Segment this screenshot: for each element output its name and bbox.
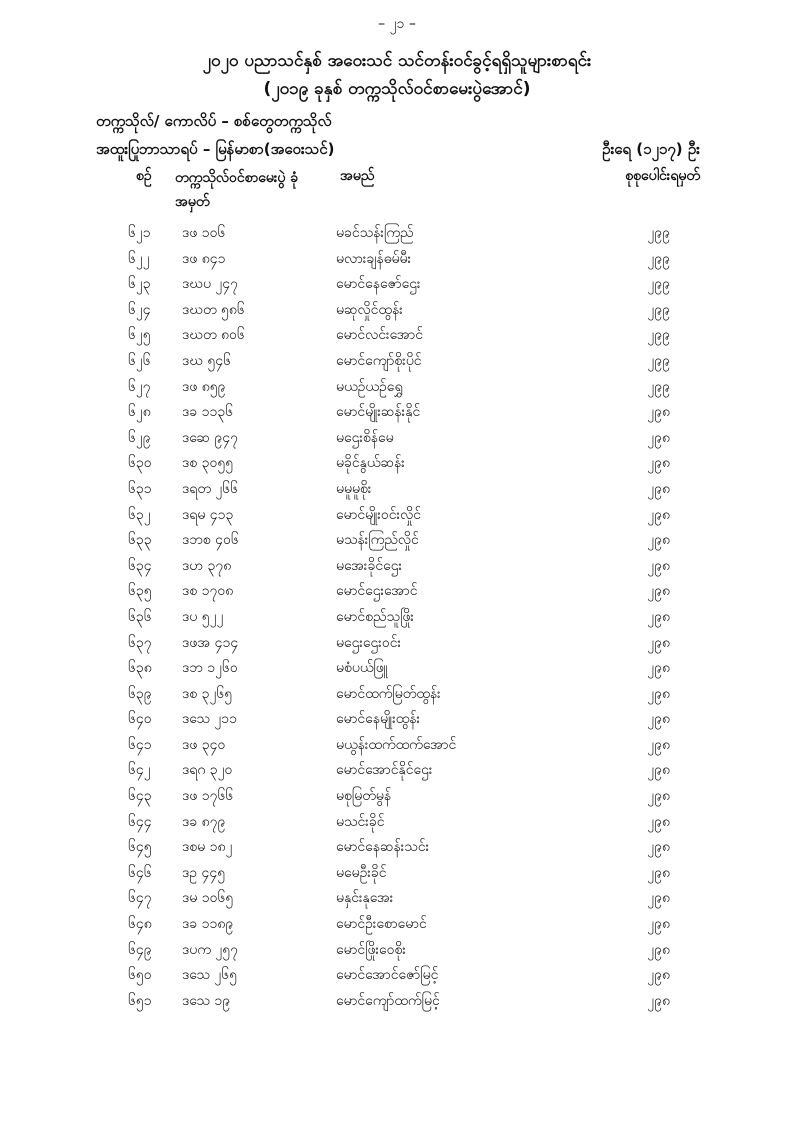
row-number: ၆၃၂ xyxy=(128,506,151,523)
row-name: မဌေးဌေးဝင်း xyxy=(336,634,402,651)
row-number: ၆၃၀ xyxy=(128,455,152,472)
table-row xyxy=(0,605,794,631)
table-row xyxy=(0,912,794,938)
row-name: မောင်အောင်နိုင်ဌေး xyxy=(336,762,433,779)
table-row xyxy=(0,733,794,759)
row-number: ၆၄၉ xyxy=(128,941,152,958)
row-total-marks: ၂၉၉ xyxy=(647,352,670,369)
row-name: မောင်မျိုးဝင်းလှိုင် xyxy=(336,506,421,523)
row-total-marks: ၂၉၈ xyxy=(647,864,670,881)
table-row xyxy=(0,579,794,605)
row-number: ၆၃၉ xyxy=(128,685,152,702)
row-roll-number: ဒဖ ၁၇၆၆ xyxy=(182,788,234,805)
table-row xyxy=(0,554,794,580)
row-total-marks: ၂၉၈ xyxy=(647,941,670,958)
row-roll-number: ဒခ ၈၇၉ xyxy=(182,813,226,830)
row-name: မောင်နေဆန်းသင်း xyxy=(336,839,430,856)
row-total-marks: ၂၉၈ xyxy=(647,762,670,779)
row-roll-number: ဒစ ၃၂၆၅ xyxy=(182,685,233,702)
row-number: ၆၂၅ xyxy=(128,327,151,344)
row-number: ၆၂၈ xyxy=(128,404,151,421)
table-row xyxy=(0,247,794,273)
row-roll-number: ဒပက ၂၅၇ xyxy=(182,941,239,958)
row-number: ၆၅၀ xyxy=(128,967,152,984)
table-row xyxy=(0,298,794,324)
row-name: မနှင်းနုအေး xyxy=(336,890,394,907)
row-total-marks: ၂၉၈ xyxy=(647,992,670,1009)
table-row xyxy=(0,886,794,912)
row-roll-number: ဒဃ ၅၄၆ xyxy=(182,352,232,369)
row-total-marks: ၂၉၈ xyxy=(647,429,670,446)
page-number: – ၂၁ – xyxy=(378,16,416,32)
row-total-marks: ၂၉၈ xyxy=(647,455,670,472)
row-name: မခိုင်နွယ်ဆန်း xyxy=(336,455,405,472)
row-number: ၆၂၃ xyxy=(128,276,151,293)
row-roll-number: ဒဖ ၃၄၀ xyxy=(182,736,226,753)
row-number: ၆၃၁ xyxy=(128,480,152,497)
table-row xyxy=(0,656,794,682)
row-number: ၆၂၇ xyxy=(128,378,151,395)
row-name: မသင်းခိုင် xyxy=(336,813,385,830)
row-name: မောင်ထက်မြတ်ထွန်း xyxy=(336,685,441,702)
row-total-marks: ၂၉၉ xyxy=(647,378,670,395)
table-row xyxy=(0,221,794,247)
row-total-marks: ၂၉၉ xyxy=(647,301,670,318)
row-roll-number: ဒသေ ၁၉ xyxy=(182,992,231,1009)
table-row xyxy=(0,323,794,349)
table-row xyxy=(0,963,794,989)
row-total-marks: ၂၉၈ xyxy=(647,916,670,933)
row-number: ၆၃၈ xyxy=(128,660,152,677)
row-roll-number: ဒဟ ၃၇၈ xyxy=(182,557,232,574)
row-roll-number: ဒစမ ၁၈၂ xyxy=(182,839,233,856)
total-count: ဦးရေ (၁၂၁၇) ဦး xyxy=(602,140,700,158)
specialization-line: အထူးပြုဘာသာရပ် – မြန်မာစာ(အဝေးသင်) xyxy=(96,140,335,158)
table-row xyxy=(0,682,794,708)
row-number: ၆၂၂ xyxy=(128,250,150,267)
row-roll-number: ဒသေ ၂၁၁ xyxy=(182,711,237,728)
row-number: ၆၃၄ xyxy=(128,557,152,574)
row-total-marks: ၂၉၈ xyxy=(647,788,670,805)
row-roll-number: ဒဘစ ၄၀၆ xyxy=(182,532,239,549)
table-row xyxy=(0,938,794,964)
row-roll-number: ဒဖ ၈၅၉ xyxy=(182,378,226,395)
row-total-marks: ၂၉၈ xyxy=(647,557,670,574)
row-name: မယွန်းထက်ထက်အောင် xyxy=(336,736,457,753)
row-name: မမေဦးခိုင် xyxy=(336,864,387,881)
row-total-marks: ၂၉၉ xyxy=(647,225,670,241)
table-row xyxy=(0,758,794,784)
table-row xyxy=(0,631,794,657)
table-row xyxy=(0,989,794,1015)
row-name: မသန်းကြည်လှိုင် xyxy=(336,532,419,549)
row-total-marks: ၂၉၈ xyxy=(647,480,670,497)
row-name: မောင်မျိုးဆန်းနိုင် xyxy=(336,404,421,421)
row-total-marks: ၂၉၈ xyxy=(647,506,670,523)
row-roll-number: ဒဘ ၁၂၆၀ xyxy=(182,660,238,677)
row-roll-number: ဒရဂ ၃၂၀ xyxy=(182,762,233,779)
table-row xyxy=(0,400,794,426)
row-total-marks: ၂၉၈ xyxy=(647,583,670,600)
row-name: မောင်ကျော်စိုးပိုင် xyxy=(336,352,422,369)
row-total-marks: ၂၉၈ xyxy=(647,685,670,702)
page-title: ၂၀၂၀ ပညာသင်နှစ် အဝေးသင် သင်တန်းဝင်ခွင့်ရရှိသူများစာရင်း xyxy=(202,51,592,71)
row-name: မလားချန်ဓမ်မီး xyxy=(336,250,412,267)
row-total-marks: ၂၉၉ xyxy=(647,327,670,344)
row-name: မောင်ကျော်ထက်မြင့် xyxy=(336,992,440,1009)
table-row xyxy=(0,861,794,887)
row-number: ၆၅၁ xyxy=(128,992,152,1009)
row-total-marks: ၂၉၈ xyxy=(647,890,670,907)
row-name: မစံပယ်ဖြူ xyxy=(336,660,388,677)
row-number: ၆၄၃ xyxy=(128,788,152,805)
row-name: မဆုလှိုင်ထွန်း xyxy=(336,301,403,318)
row-roll-number: ဒရတ ၂၆၆ xyxy=(182,480,239,497)
row-roll-number: ဒဃတ ၈၀၆ xyxy=(182,327,245,344)
row-name: မောင်နေမျိုးထွန်း xyxy=(336,711,421,728)
row-name: မောင်စည်သူဖြိုး xyxy=(336,608,414,625)
row-roll-number: ဒဃတ ၅၈၆ xyxy=(182,301,245,318)
row-total-marks: ၂၉၉ xyxy=(647,250,670,267)
row-number: ၆၄၀ xyxy=(128,711,152,728)
table-row xyxy=(0,349,794,375)
row-name: မောင်ဖြိုးဝေစိုး xyxy=(336,941,406,958)
row-number: ၆၂၁ xyxy=(128,225,151,241)
row-number: ၆၄၈ xyxy=(128,916,152,933)
row-roll-number: ဒဖ ၁၀၆ xyxy=(182,225,226,241)
row-roll-number: ဒစ ၃၀၅၅ xyxy=(182,455,234,472)
results-table xyxy=(0,221,794,1014)
row-number: ၆၄၆ xyxy=(128,864,152,881)
row-total-marks: ၂၉၈ xyxy=(647,813,670,830)
row-total-marks: ၂၉၉ xyxy=(647,276,670,293)
header-name: အမည် xyxy=(340,168,375,184)
row-number: ၆၃၇ xyxy=(128,634,152,651)
row-roll-number: ဒခ ၁၁၈၉ xyxy=(182,916,234,933)
row-name: မခင်သန်းကြည် xyxy=(336,225,414,241)
university-line: တက္ကသိုလ်/ ကောလိပ် – စစ်တွေတက္ကသိုလ် xyxy=(96,112,332,130)
row-number: ၆၃၃ xyxy=(128,532,152,549)
row-total-marks: ၂၉၈ xyxy=(647,839,670,856)
row-number: ၆၂၄ xyxy=(128,301,151,318)
table-row xyxy=(0,451,794,477)
table-row xyxy=(0,272,794,298)
row-roll-number: ဒဃပ ၂၄၇ xyxy=(182,276,239,293)
row-name: မောင်ဌေးအောင် xyxy=(336,583,418,600)
row-total-marks: ၂၉၈ xyxy=(647,967,670,984)
row-roll-number: ဒဖ ၈၄၁ xyxy=(182,250,226,267)
row-roll-number: ဒမ ၁၀၆၅ xyxy=(182,890,234,907)
table-row xyxy=(0,528,794,554)
row-name: မယဉ်ယဉ်ရွှေ xyxy=(336,378,403,395)
row-number: ၆၂၉ xyxy=(128,429,151,446)
row-roll-number: ဒရမ ၄၁၃ xyxy=(182,506,234,523)
row-name: မဌေးစိန်မေ xyxy=(336,429,394,446)
table-row xyxy=(0,426,794,452)
row-number: ၆၄၄ xyxy=(128,813,152,830)
row-number: ၆၃၆ xyxy=(128,608,152,625)
row-roll-number: ဒပ ၅၂၂ xyxy=(182,608,224,625)
row-name: မမူမူစိုး xyxy=(336,480,372,497)
row-name: မောင်ဦးစောမောင် xyxy=(336,916,427,933)
table-row xyxy=(0,375,794,401)
row-total-marks: ၂၉၈ xyxy=(647,711,670,728)
page-subtitle: (၂၀၁၉ ခုနှစ် တက္ကသိုလ်ဝင်စာမေးပွဲအောင်) xyxy=(263,79,531,99)
row-roll-number: ဒသေ ၂၆၅ xyxy=(182,967,237,984)
row-total-marks: ၂၉၈ xyxy=(647,608,670,625)
table-row xyxy=(0,477,794,503)
row-number: ၆၄၁ xyxy=(128,736,152,753)
row-number: ၆၄၇ xyxy=(128,890,152,907)
row-total-marks: ၂၉၈ xyxy=(647,532,670,549)
header-total-marks: စုစုပေါင်းရမှတ် xyxy=(625,168,700,184)
row-roll-number: ဒခ ၁၁၃၆ xyxy=(182,404,234,421)
table-row xyxy=(0,503,794,529)
header-roll-number: တက္ကသိုလ်ဝင်စာမေးပွဲ ခုံအမှတ် xyxy=(175,170,299,210)
header-no: စဉ် xyxy=(136,168,152,184)
row-total-marks: ၂၉၈ xyxy=(647,634,670,651)
row-total-marks: ၂၉၈ xyxy=(647,660,670,677)
row-name: မစုမြတ်မွန် xyxy=(336,788,392,805)
table-row xyxy=(0,835,794,861)
row-roll-number: ဒဖအ ၄၁၄ xyxy=(182,634,239,651)
table-row xyxy=(0,784,794,810)
row-number: ၆၃၅ xyxy=(128,583,152,600)
row-total-marks: ၂၉၈ xyxy=(647,736,670,753)
row-name: မအေးခိုင်ဌေး xyxy=(336,557,403,574)
row-name: မောင်အောင်ဇော်မြင့် xyxy=(336,967,439,984)
row-number: ၆၄၂ xyxy=(128,762,151,779)
row-number: ၆၄၅ xyxy=(128,839,152,856)
row-name: မောင်လင်းအောင် xyxy=(336,327,423,344)
row-roll-number: ဒဥ ၄၄၅ xyxy=(182,864,226,881)
row-roll-number: ဒစ ၁၇၀၈ xyxy=(182,583,234,600)
table-row xyxy=(0,810,794,836)
table-row xyxy=(0,707,794,733)
row-name: မောင်နေဇော်ဌေး xyxy=(336,276,421,293)
row-number: ၆၂၆ xyxy=(128,352,151,369)
row-roll-number: ဒဆေ ၉၄၇ xyxy=(182,429,238,446)
row-total-marks: ၂၉၈ xyxy=(647,404,670,421)
